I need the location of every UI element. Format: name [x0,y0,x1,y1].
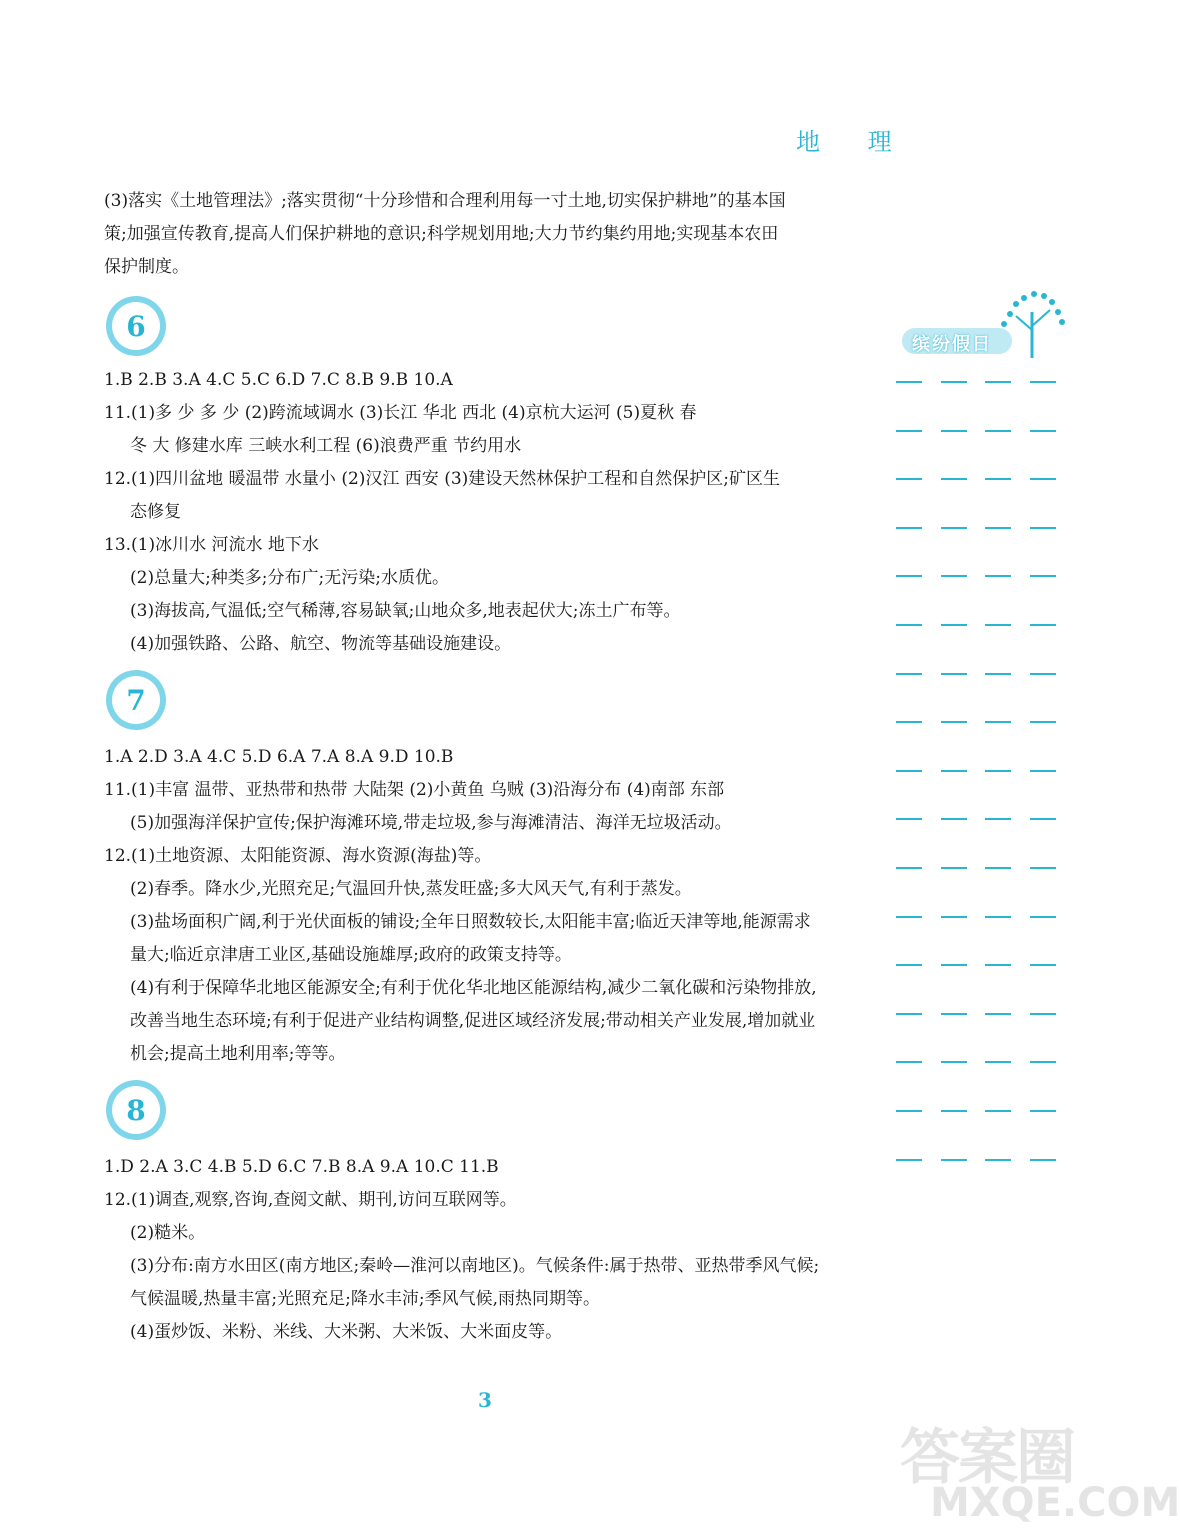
note-dash [1030,1110,1056,1112]
answer-line: (3)海拔高,气温低;空气稀薄,容易缺氧;山地众多,地表起伏大;冻土广布等。 [130,601,681,621]
note-dash [985,527,1011,529]
note-line [896,575,1056,578]
note-dash [1030,818,1056,820]
note-line [896,964,1056,967]
note-dash [1030,673,1056,675]
note-dash [941,867,967,869]
note-dash [941,916,967,918]
note-dash [896,430,922,432]
note-dash [1030,575,1056,577]
note-dash [896,867,922,869]
note-dash [985,1013,1011,1015]
note-dash [985,964,1011,966]
answer-line: (2)总量大;种类多;分布广;无污染;水质优。 [130,568,449,588]
note-dash [985,818,1011,820]
note-dash [941,624,967,626]
note-dash [1030,770,1056,772]
answer-line: 改善当地生态环境;有利于促进产业结构调整,促进区域经济发展;带动相关产业发展,增加就业 [130,1011,816,1031]
answer-line: 12.(1)调查,观察,咨询,查阅文献、期刊,访问互联网等。 [104,1190,517,1210]
note-dash [896,818,922,820]
note-dash [896,575,922,577]
section-badge-8 [104,1078,168,1142]
note-dash [985,1159,1011,1161]
note-dash [985,430,1011,432]
section-badge-6 [104,294,168,358]
note-line [896,1159,1056,1162]
note-dash [896,1013,922,1015]
watermark-url: MXQE.COM [930,1480,1180,1526]
answer-line: (4)有利于保障华北地区能源安全;有利于优化华北地区能源结构,减少二氧化碳和污染物排放, [130,978,817,998]
note-dash [1030,624,1056,626]
section-number: 6 [126,310,146,343]
note-dash [941,770,967,772]
answer-line: (3)分布:南方水田区(南方地区;秦岭—淮河以南地区)。气候条件:属于热带、亚热带季风气候; [130,1256,820,1276]
note-dash [1030,964,1056,966]
note-dash [896,527,922,529]
mc-answers: 1.B 2.B 3.A 4.C 5.C 6.D 7.C 8.B 9.B 10.A [104,370,453,390]
note-dash [941,575,967,577]
answer-line: 11.(1)多 少 多 少 (2)跨流域调水 (3)长江 华北 西北 (4)京杭大运河 (5)夏秋 春 [104,403,697,423]
note-line [896,867,1056,870]
note-dash [941,527,967,529]
note-dash [896,1110,922,1112]
answer-line: 13.(1)冰川水 河流水 地下水 [104,535,319,555]
note-dash [985,1110,1011,1112]
intro-line: (3)落实《土地管理法》;落实贯彻“十分珍惜和合理利用每一寸土地,切实保护耕地”的基本国 [104,191,786,211]
answer-line: (3)盐场面积广阔,利于光伏面板的铺设;全年日照数较长,太阳能丰富;临近天津等地,能源需求 [130,912,811,932]
subject-title: 地 理 [796,128,912,156]
page-number: 3 [478,1388,492,1412]
answer-line: 12.(1)四川盆地 暖温带 水量小 (2)汉江 西安 (3)建设天然林保护工程和自然保护区;矿区生 [104,469,781,489]
note-dash [985,478,1011,480]
answer-line: 气候温暖,热量丰富;光照充足;降水丰沛;季风气候,雨热同期等。 [130,1289,600,1309]
note-dash [941,478,967,480]
note-dash [985,381,1011,383]
note-dash [941,1110,967,1112]
note-dash [1030,430,1056,432]
note-dash [1030,1061,1056,1063]
answer-line: (2)春季。降水少,光照充足;气温回升快,蒸发旺盛;多大风天气,有利于蒸发。 [130,879,692,899]
answer-line: (4)蛋炒饭、米粉、米线、大米粥、大米饭、大米面皮等。 [130,1322,563,1342]
note-dash [1030,721,1056,723]
note-dash [1030,867,1056,869]
notes-panel-title: 缤纷假日 [912,334,992,355]
gear-badge-icon [104,1078,168,1142]
answer-line: 态修复 [130,502,181,522]
note-line [896,818,1056,821]
note-line [896,916,1056,919]
note-dash [896,1061,922,1063]
answer-line: (2)糙米。 [130,1223,206,1243]
mc-answers: 1.D 2.A 3.C 4.B 5.D 6.C 7.B 8.A 9.A 10.C 11.B [104,1157,499,1177]
note-line [896,770,1056,773]
note-dash [896,721,922,723]
note-dash [941,818,967,820]
answer-line: 冬 大 修建水库 三峡水利工程 (6)浪费严重 节约用水 [130,436,522,456]
note-dash [985,1061,1011,1063]
section-7-answers [104,741,874,1071]
note-line [896,673,1056,676]
note-dash [941,381,967,383]
note-line [896,430,1056,433]
note-line [896,1013,1056,1016]
section-badge-7 [104,668,168,732]
gear-badge-icon [104,668,168,732]
note-line [896,1110,1056,1113]
notes-panel-header [900,290,1070,370]
note-dash [896,1159,922,1161]
note-dash [896,624,922,626]
note-dash [941,721,967,723]
note-dash [985,867,1011,869]
note-line [896,1061,1056,1064]
note-dash [1030,916,1056,918]
note-dash [1030,478,1056,480]
answer-line: (5)加强海洋保护宣传;保护海滩环境,带走垃圾,参与海滩清洁、海洋无垃圾活动。 [130,813,732,833]
watermark-logo: 答案圈 [900,1423,1074,1493]
section-number: 8 [126,1094,146,1127]
note-line [896,527,1056,530]
note-dash [985,770,1011,772]
note-dash [941,430,967,432]
note-dash [941,673,967,675]
answer-line: 12.(1)土地资源、太阳能资源、海水资源(海盐)等。 [104,846,492,866]
answer-line: 机会;提高土地利用率;等等。 [130,1044,346,1064]
gear-badge-icon [104,294,168,358]
mc-answers: 1.A 2.D 3.A 4.C 5.D 6.A 7.A 8.A 9.D 10.B [104,747,454,767]
note-dash [985,673,1011,675]
answer-line: (4)加强铁路、公路、航空、物流等基础设施建设。 [130,634,512,654]
section-8-answers [104,1151,874,1349]
note-dash [896,916,922,918]
note-dash [941,1013,967,1015]
intro-line: 保护制度。 [104,257,189,277]
note-dash [896,478,922,480]
note-line [896,478,1056,481]
note-dash [941,964,967,966]
answer-line: 量大;临近京津唐工业区,基础设施雄厚;政府的政策支持等。 [130,945,572,965]
note-dash [896,964,922,966]
intro-line: 策;加强宣传教育,提高人们保护耕地的意识;科学规划用地;大力节约集约用地;实现基本农田 [104,224,779,244]
note-dash [985,575,1011,577]
intro-paragraph [104,185,874,284]
note-line [896,721,1056,724]
note-dash [941,1061,967,1063]
note-line [896,381,1056,384]
section-number: 7 [126,684,146,717]
note-dash [985,916,1011,918]
note-dash [896,673,922,675]
note-line [896,624,1056,627]
note-dash [985,624,1011,626]
note-dash [985,721,1011,723]
note-dash [1030,1013,1056,1015]
answer-line: 11.(1)丰富 温带、亚热带和热带 大陆架 (2)小黄鱼 乌贼 (3)沿海分布 (4)南部 东部 [104,780,725,800]
note-dash [1030,381,1056,383]
note-dash [1030,527,1056,529]
note-dash [1030,1159,1056,1161]
note-dash [941,1159,967,1161]
note-dash [896,770,922,772]
note-dash [896,381,922,383]
section-6-answers [104,364,874,661]
